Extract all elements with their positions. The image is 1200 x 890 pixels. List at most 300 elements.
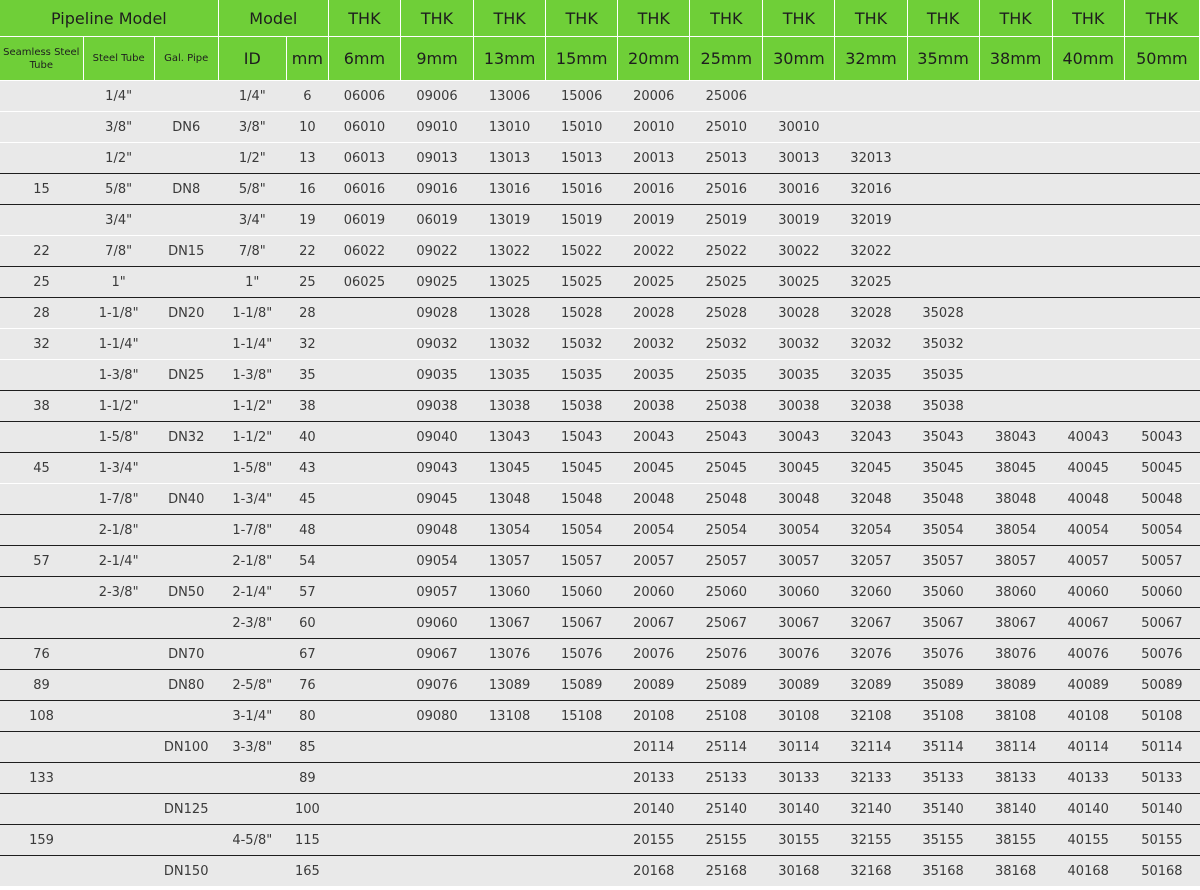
table-row bbox=[0, 360, 1200, 391]
table-cell bbox=[83, 670, 154, 701]
table-cell: 30108 bbox=[763, 701, 835, 732]
table-cell bbox=[328, 608, 400, 639]
table-cell: 32 bbox=[286, 329, 328, 360]
table-cell: 5/8" bbox=[83, 174, 154, 205]
table-cell: 30019 bbox=[763, 205, 835, 236]
table-cell: 7/8" bbox=[83, 236, 154, 267]
table-cell: 20038 bbox=[618, 391, 690, 422]
table-cell: 25133 bbox=[690, 763, 763, 794]
table-header bbox=[0, 0, 1200, 81]
table-cell bbox=[154, 515, 218, 546]
table-cell bbox=[400, 825, 473, 856]
table-cell: 38043 bbox=[979, 422, 1052, 453]
table-cell bbox=[1124, 81, 1199, 112]
table-cell: 20057 bbox=[618, 546, 690, 577]
table-cell bbox=[907, 205, 979, 236]
table-cell: 50114 bbox=[1124, 732, 1199, 763]
thk-size-header: 15mm bbox=[546, 37, 618, 81]
table-cell: 38168 bbox=[979, 856, 1052, 887]
table-cell bbox=[1052, 112, 1124, 143]
table-cell bbox=[0, 608, 83, 639]
table-cell: 38 bbox=[0, 391, 83, 422]
table-cell bbox=[907, 236, 979, 267]
table-cell bbox=[154, 143, 218, 174]
table-cell: 1-1/4" bbox=[218, 329, 286, 360]
table-row bbox=[0, 329, 1200, 360]
table-cell bbox=[0, 205, 83, 236]
table-cell: 38067 bbox=[979, 608, 1052, 639]
table-cell bbox=[0, 515, 83, 546]
table-cell: 159 bbox=[0, 825, 83, 856]
table-cell: 35168 bbox=[907, 856, 979, 887]
table-cell bbox=[979, 360, 1052, 391]
table-cell: 25057 bbox=[690, 546, 763, 577]
table-row bbox=[0, 453, 1200, 484]
table-cell bbox=[474, 794, 546, 825]
model-header: Model bbox=[218, 0, 328, 37]
table-cell bbox=[0, 856, 83, 887]
table-cell: 1-1/2" bbox=[218, 391, 286, 422]
table-cell: 50054 bbox=[1124, 515, 1199, 546]
table-cell: 25038 bbox=[690, 391, 763, 422]
table-cell: 15038 bbox=[546, 391, 618, 422]
table-cell bbox=[979, 236, 1052, 267]
table-cell bbox=[154, 825, 218, 856]
table-cell: 35048 bbox=[907, 484, 979, 515]
table-cell: 25045 bbox=[690, 453, 763, 484]
table-cell: 20155 bbox=[618, 825, 690, 856]
table-cell: 32089 bbox=[835, 670, 907, 701]
table-cell: 32035 bbox=[835, 360, 907, 391]
table-cell: 40140 bbox=[1052, 794, 1124, 825]
table-cell bbox=[979, 329, 1052, 360]
table-cell: 1/2" bbox=[218, 143, 286, 174]
table-row bbox=[0, 391, 1200, 422]
table-cell: 09043 bbox=[400, 453, 473, 484]
table-cell: 60 bbox=[286, 608, 328, 639]
table-cell bbox=[83, 794, 154, 825]
table-cell: 09010 bbox=[400, 112, 473, 143]
table-cell bbox=[328, 639, 400, 670]
table-cell: 40043 bbox=[1052, 422, 1124, 453]
table-cell: 20067 bbox=[618, 608, 690, 639]
table-cell: 35045 bbox=[907, 453, 979, 484]
table-row bbox=[0, 608, 1200, 639]
table-cell bbox=[328, 391, 400, 422]
thk-size-header: 32mm bbox=[835, 37, 907, 81]
table-cell: 15067 bbox=[546, 608, 618, 639]
table-cell bbox=[1052, 143, 1124, 174]
table-cell: 1-1/2" bbox=[218, 422, 286, 453]
table-cell: 06013 bbox=[328, 143, 400, 174]
table-row bbox=[0, 298, 1200, 329]
table-cell: 38108 bbox=[979, 701, 1052, 732]
table-cell: 15019 bbox=[546, 205, 618, 236]
table-cell: 50089 bbox=[1124, 670, 1199, 701]
table-cell bbox=[0, 577, 83, 608]
table-cell: 13038 bbox=[474, 391, 546, 422]
table-cell: 25140 bbox=[690, 794, 763, 825]
table-body bbox=[0, 81, 1200, 887]
table-cell: 40168 bbox=[1052, 856, 1124, 887]
table-row bbox=[0, 856, 1200, 887]
table-cell: 09076 bbox=[400, 670, 473, 701]
table-cell: 09057 bbox=[400, 577, 473, 608]
table-cell bbox=[1052, 360, 1124, 391]
table-cell: 40076 bbox=[1052, 639, 1124, 670]
table-row bbox=[0, 515, 1200, 546]
table-cell: 30043 bbox=[763, 422, 835, 453]
table-cell bbox=[1124, 298, 1199, 329]
table-cell: 32043 bbox=[835, 422, 907, 453]
table-cell: 40108 bbox=[1052, 701, 1124, 732]
table-cell: 13043 bbox=[474, 422, 546, 453]
table-cell bbox=[1124, 391, 1199, 422]
table-cell: 15016 bbox=[546, 174, 618, 205]
table-cell: 20035 bbox=[618, 360, 690, 391]
table-cell bbox=[979, 267, 1052, 298]
table-cell bbox=[154, 546, 218, 577]
table-cell bbox=[328, 794, 400, 825]
table-cell: 32155 bbox=[835, 825, 907, 856]
table-cell: 30155 bbox=[763, 825, 835, 856]
table-cell: 32140 bbox=[835, 794, 907, 825]
table-cell: 09016 bbox=[400, 174, 473, 205]
table-cell: 35057 bbox=[907, 546, 979, 577]
table-cell: 5/8" bbox=[218, 174, 286, 205]
table-cell: 15 bbox=[0, 174, 83, 205]
table-cell: 13025 bbox=[474, 267, 546, 298]
table-cell: 25032 bbox=[690, 329, 763, 360]
table-cell bbox=[328, 825, 400, 856]
table-cell bbox=[0, 732, 83, 763]
table-cell: 09040 bbox=[400, 422, 473, 453]
table-cell bbox=[154, 329, 218, 360]
table-cell bbox=[154, 763, 218, 794]
table-cell: 40048 bbox=[1052, 484, 1124, 515]
table-cell bbox=[154, 608, 218, 639]
table-cell: 35035 bbox=[907, 360, 979, 391]
table-cell: 38060 bbox=[979, 577, 1052, 608]
table-cell: 50133 bbox=[1124, 763, 1199, 794]
table-cell: DN20 bbox=[154, 298, 218, 329]
table-cell: 35067 bbox=[907, 608, 979, 639]
table-cell: 35089 bbox=[907, 670, 979, 701]
table-cell bbox=[154, 391, 218, 422]
table-cell: 35032 bbox=[907, 329, 979, 360]
table-cell: 57 bbox=[286, 577, 328, 608]
table-cell: 25168 bbox=[690, 856, 763, 887]
table-cell: 1-7/8" bbox=[218, 515, 286, 546]
table-cell: 32076 bbox=[835, 639, 907, 670]
thk-header: THK bbox=[1052, 0, 1124, 37]
table-cell: 35155 bbox=[907, 825, 979, 856]
table-cell: 2-3/8" bbox=[218, 608, 286, 639]
table-cell: 1-1/4" bbox=[83, 329, 154, 360]
table-cell: 32054 bbox=[835, 515, 907, 546]
table-cell: 30028 bbox=[763, 298, 835, 329]
table-cell: 30114 bbox=[763, 732, 835, 763]
table-cell bbox=[1124, 205, 1199, 236]
table-cell: 09006 bbox=[400, 81, 473, 112]
table-row bbox=[0, 825, 1200, 856]
table-row bbox=[0, 174, 1200, 205]
table-cell: DN50 bbox=[154, 577, 218, 608]
table-cell: 30067 bbox=[763, 608, 835, 639]
table-cell: 38133 bbox=[979, 763, 1052, 794]
table-cell: 10 bbox=[286, 112, 328, 143]
table-cell: 40067 bbox=[1052, 608, 1124, 639]
table-row bbox=[0, 701, 1200, 732]
table-cell: 25006 bbox=[690, 81, 763, 112]
table-cell: 35114 bbox=[907, 732, 979, 763]
table-cell: 35038 bbox=[907, 391, 979, 422]
table-cell: 32048 bbox=[835, 484, 907, 515]
table-cell: 1-3/4" bbox=[218, 484, 286, 515]
table-row bbox=[0, 670, 1200, 701]
table-cell: 25013 bbox=[690, 143, 763, 174]
table-cell bbox=[907, 267, 979, 298]
table-cell bbox=[218, 639, 286, 670]
table-cell: 25060 bbox=[690, 577, 763, 608]
table-cell bbox=[154, 453, 218, 484]
table-cell bbox=[328, 360, 400, 391]
table-cell: 13048 bbox=[474, 484, 546, 515]
table-cell: DN40 bbox=[154, 484, 218, 515]
table-cell: 25019 bbox=[690, 205, 763, 236]
thk-header: THK bbox=[907, 0, 979, 37]
table-cell: 13013 bbox=[474, 143, 546, 174]
thk-size-header: 6mm bbox=[328, 37, 400, 81]
table-row bbox=[0, 81, 1200, 112]
table-cell: 30133 bbox=[763, 763, 835, 794]
table-row bbox=[0, 639, 1200, 670]
table-cell: 20025 bbox=[618, 267, 690, 298]
table-cell bbox=[83, 825, 154, 856]
table-cell bbox=[1052, 391, 1124, 422]
table-cell: 35140 bbox=[907, 794, 979, 825]
table-cell: 30089 bbox=[763, 670, 835, 701]
table-cell bbox=[328, 701, 400, 732]
table-cell: 20076 bbox=[618, 639, 690, 670]
table-cell: 32060 bbox=[835, 577, 907, 608]
table-cell: 30035 bbox=[763, 360, 835, 391]
table-cell: 35 bbox=[286, 360, 328, 391]
table-cell: 09038 bbox=[400, 391, 473, 422]
thk-header: THK bbox=[546, 0, 618, 37]
table-cell bbox=[1124, 329, 1199, 360]
table-cell bbox=[0, 81, 83, 112]
table-cell: DN15 bbox=[154, 236, 218, 267]
table-cell: 40155 bbox=[1052, 825, 1124, 856]
table-row bbox=[0, 732, 1200, 763]
table-cell bbox=[328, 484, 400, 515]
table-cell: DN150 bbox=[154, 856, 218, 887]
thk-header: THK bbox=[328, 0, 400, 37]
table-cell: 25 bbox=[286, 267, 328, 298]
table-cell bbox=[328, 329, 400, 360]
table-cell: 13054 bbox=[474, 515, 546, 546]
table-cell: 32016 bbox=[835, 174, 907, 205]
table-cell bbox=[1052, 298, 1124, 329]
table-cell bbox=[979, 391, 1052, 422]
table-cell: 13108 bbox=[474, 701, 546, 732]
table-cell: 115 bbox=[286, 825, 328, 856]
table-cell: 20032 bbox=[618, 329, 690, 360]
table-cell bbox=[1124, 360, 1199, 391]
table-cell bbox=[1052, 174, 1124, 205]
table-cell: 2-5/8" bbox=[218, 670, 286, 701]
table-cell: 25025 bbox=[690, 267, 763, 298]
table-cell: 35133 bbox=[907, 763, 979, 794]
table-row bbox=[0, 794, 1200, 825]
table-cell: 20089 bbox=[618, 670, 690, 701]
thk-size-header: 35mm bbox=[907, 37, 979, 81]
table-cell: 50045 bbox=[1124, 453, 1199, 484]
table-cell: 15057 bbox=[546, 546, 618, 577]
table-cell: 1-3/8" bbox=[218, 360, 286, 391]
table-cell: 38140 bbox=[979, 794, 1052, 825]
table-cell: 1" bbox=[83, 267, 154, 298]
table-cell: 06006 bbox=[328, 81, 400, 112]
table-cell: 09060 bbox=[400, 608, 473, 639]
table-cell: 20006 bbox=[618, 81, 690, 112]
table-cell: 45 bbox=[286, 484, 328, 515]
table-cell: 15108 bbox=[546, 701, 618, 732]
table-cell: 25076 bbox=[690, 639, 763, 670]
table-cell bbox=[154, 267, 218, 298]
table-cell: 85 bbox=[286, 732, 328, 763]
table-cell: 15043 bbox=[546, 422, 618, 453]
table-cell: 28 bbox=[0, 298, 83, 329]
table-cell: 30016 bbox=[763, 174, 835, 205]
table-cell: 15089 bbox=[546, 670, 618, 701]
table-cell: 1-3/4" bbox=[83, 453, 154, 484]
table-cell: 50168 bbox=[1124, 856, 1199, 887]
table-cell: 48 bbox=[286, 515, 328, 546]
table-cell: 20043 bbox=[618, 422, 690, 453]
table-cell: 20013 bbox=[618, 143, 690, 174]
thk-header: THK bbox=[690, 0, 763, 37]
table-cell: 16 bbox=[286, 174, 328, 205]
table-cell bbox=[474, 825, 546, 856]
table-cell: 50155 bbox=[1124, 825, 1199, 856]
table-cell: 15076 bbox=[546, 639, 618, 670]
table-cell: 1-1/2" bbox=[83, 391, 154, 422]
table-cell: 32022 bbox=[835, 236, 907, 267]
table-cell bbox=[1124, 236, 1199, 267]
thk-size-header: 40mm bbox=[1052, 37, 1124, 81]
table-cell: 35028 bbox=[907, 298, 979, 329]
table-cell: 32019 bbox=[835, 205, 907, 236]
table-cell: 20048 bbox=[618, 484, 690, 515]
table-cell: 15054 bbox=[546, 515, 618, 546]
thk-size-header: 20mm bbox=[618, 37, 690, 81]
table-cell: 25043 bbox=[690, 422, 763, 453]
table-cell: 2-1/4" bbox=[218, 577, 286, 608]
table-cell: 25089 bbox=[690, 670, 763, 701]
table-cell: 30025 bbox=[763, 267, 835, 298]
table-cell bbox=[474, 856, 546, 887]
table-cell: 20045 bbox=[618, 453, 690, 484]
table-cell bbox=[154, 701, 218, 732]
table-cell: 38057 bbox=[979, 546, 1052, 577]
table-cell bbox=[1052, 205, 1124, 236]
table-cell bbox=[0, 422, 83, 453]
mm-header: mm bbox=[286, 37, 328, 81]
table-cell: 32114 bbox=[835, 732, 907, 763]
table-cell: 20114 bbox=[618, 732, 690, 763]
table-cell: 15035 bbox=[546, 360, 618, 391]
table-cell bbox=[154, 81, 218, 112]
table-cell: 38045 bbox=[979, 453, 1052, 484]
table-cell bbox=[979, 143, 1052, 174]
table-cell: 108 bbox=[0, 701, 83, 732]
table-cell: 20060 bbox=[618, 577, 690, 608]
table-cell: 50060 bbox=[1124, 577, 1199, 608]
table-cell: 20019 bbox=[618, 205, 690, 236]
table-cell bbox=[1124, 112, 1199, 143]
table-cell: 30060 bbox=[763, 577, 835, 608]
table-cell: 13035 bbox=[474, 360, 546, 391]
table-cell: 20168 bbox=[618, 856, 690, 887]
table-cell: 09067 bbox=[400, 639, 473, 670]
table-cell: 76 bbox=[0, 639, 83, 670]
table-cell: 09032 bbox=[400, 329, 473, 360]
table-cell: 1/4" bbox=[83, 81, 154, 112]
table-cell: 06025 bbox=[328, 267, 400, 298]
table-cell bbox=[979, 205, 1052, 236]
table-cell: 13022 bbox=[474, 236, 546, 267]
table-cell: 32032 bbox=[835, 329, 907, 360]
table-cell bbox=[400, 794, 473, 825]
table-cell: DN32 bbox=[154, 422, 218, 453]
thk-header: THK bbox=[400, 0, 473, 37]
table-cell bbox=[328, 515, 400, 546]
table-cell: 22 bbox=[0, 236, 83, 267]
table-cell: 15025 bbox=[546, 267, 618, 298]
table-cell: 35043 bbox=[907, 422, 979, 453]
table-cell: 25028 bbox=[690, 298, 763, 329]
table-cell: 100 bbox=[286, 794, 328, 825]
table-cell: 38 bbox=[286, 391, 328, 422]
table-cell bbox=[83, 639, 154, 670]
table-cell: 57 bbox=[0, 546, 83, 577]
table-cell bbox=[218, 856, 286, 887]
table-cell: 15032 bbox=[546, 329, 618, 360]
table-cell: 67 bbox=[286, 639, 328, 670]
table-cell: DN8 bbox=[154, 174, 218, 205]
table-cell: 22 bbox=[286, 236, 328, 267]
table-cell: 1-1/8" bbox=[218, 298, 286, 329]
table-cell: 32133 bbox=[835, 763, 907, 794]
table-cell: 06019 bbox=[328, 205, 400, 236]
table-cell: 38114 bbox=[979, 732, 1052, 763]
table-cell: 35054 bbox=[907, 515, 979, 546]
table-cell: 38048 bbox=[979, 484, 1052, 515]
gal-pipe-header: Gal. Pipe bbox=[154, 37, 218, 81]
table-cell: 54 bbox=[286, 546, 328, 577]
table-cell: 50076 bbox=[1124, 639, 1199, 670]
table-cell bbox=[546, 856, 618, 887]
table-cell bbox=[907, 143, 979, 174]
table-cell: 06022 bbox=[328, 236, 400, 267]
table-cell: 40133 bbox=[1052, 763, 1124, 794]
table-cell: 15028 bbox=[546, 298, 618, 329]
table-cell bbox=[0, 794, 83, 825]
table-cell: 1-7/8" bbox=[83, 484, 154, 515]
table-cell bbox=[0, 143, 83, 174]
